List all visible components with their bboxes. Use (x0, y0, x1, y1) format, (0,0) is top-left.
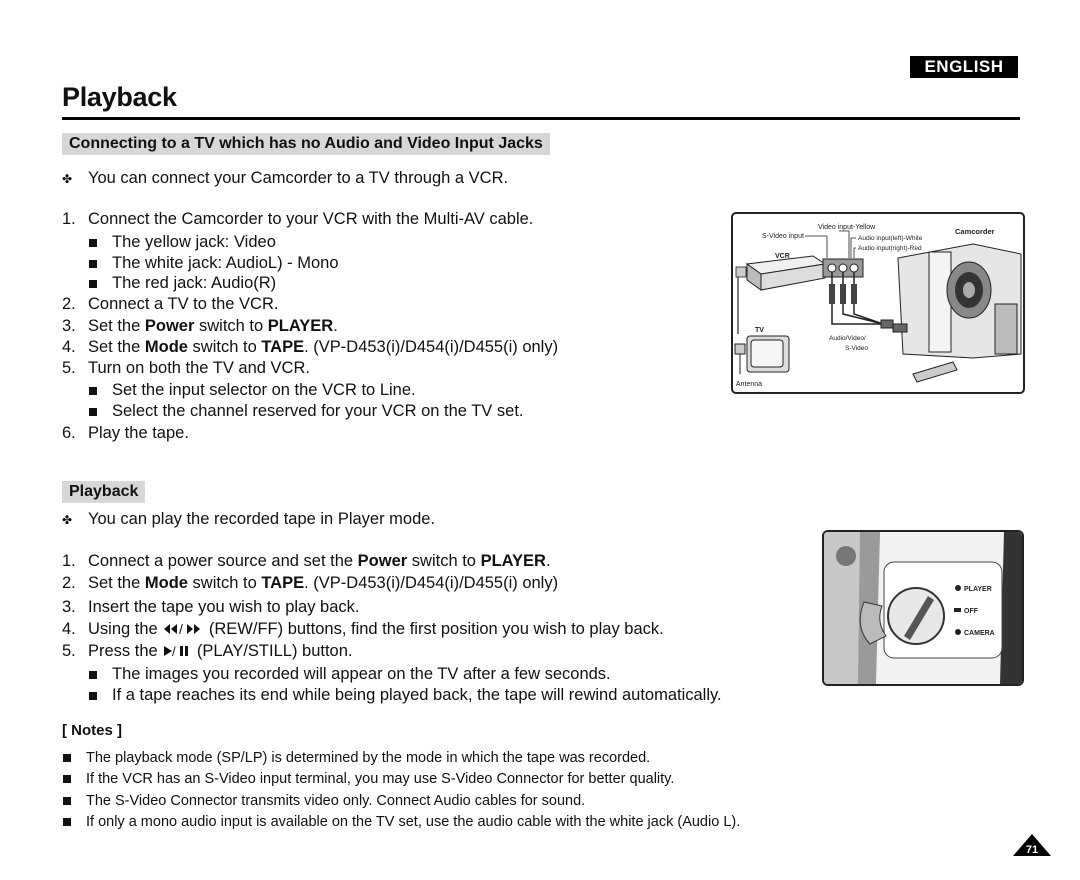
square-bullet-icon (88, 671, 102, 679)
vcr-device (736, 256, 825, 290)
language-badge: ENGLISH (910, 56, 1018, 78)
cross-bullet-icon: ✤ (62, 513, 73, 527)
s-video-label: S-Video (845, 345, 869, 352)
title-rule (62, 117, 1020, 120)
audio-left-label: Audio input(left)-White (858, 235, 923, 242)
tv-label: TV (755, 327, 764, 334)
note-item: The playback mode (SP/LP) is determined by the mode in which the tape was recorded. (62, 749, 650, 767)
connection-diagram (731, 212, 1025, 394)
vcr-label: VCR (775, 253, 790, 260)
step-5: 5. Turn on both the TV and VCR. (62, 359, 310, 377)
audio-video-label: Audio/Video/ (829, 335, 866, 342)
square-bullet-icon (88, 239, 102, 247)
notes-heading: [ Notes ] (62, 722, 122, 739)
square-bullet-icon (88, 387, 102, 395)
video-input-label: Video input-Yellow (818, 224, 876, 231)
bullet-item: Set the input selector on the VCR to Line. (88, 380, 416, 400)
bullet-item: The images you recorded will appear on the TV after a few seconds. (88, 664, 611, 684)
step-1: 1. Connect a power source and set the Power switch to PLAYER. (62, 552, 551, 570)
bullet-item: The yellow jack: Video (88, 232, 276, 252)
step-2: 2. Set the Mode switch to TAPE. (VP-D453(i)/D454(i)/D455(i) only) (62, 574, 559, 592)
bullet-item: Select the channel reserved for your VCR on the TV set. (88, 401, 524, 421)
play-still-icon (162, 644, 192, 658)
cross-bullet-icon: ✤ (62, 172, 73, 186)
square-bullet-icon (88, 260, 102, 268)
player-label: PLAYER (964, 586, 992, 593)
audio-right-label: Audio input(right)-Red (858, 245, 922, 252)
step-3: 3. Set the Power switch to PLAYER. (62, 317, 338, 335)
s-video-input-label: S-Video input (762, 233, 804, 240)
step-6: 6. Play the tape. (62, 424, 189, 442)
intro-line: ✤ You can play the recorded tape in Player mode. (62, 510, 436, 528)
tv-device (735, 336, 789, 374)
page-title: Playback (62, 82, 177, 112)
note-item: If the VCR has an S-Video input terminal, you may use S-Video Connector for better quality. (62, 770, 674, 788)
camcorder-label: Camcorder (955, 227, 995, 236)
square-bullet-icon (62, 818, 76, 826)
mode-switch-illustration (822, 530, 1024, 686)
square-bullet-icon (62, 754, 76, 762)
step-3: 3. Insert the tape you wish to play back. (62, 598, 360, 616)
bullet-item: The white jack: AudioL) - Mono (88, 253, 339, 273)
camcorder-device (893, 244, 1021, 382)
antenna-label: Antenna (736, 381, 763, 388)
intro-line: ✤ You can connect your Camcorder to a TV through a VCR. (62, 169, 509, 187)
rew-ff-icon (162, 622, 204, 636)
note-item: The S-Video Connector transmits video only. Connect Audio cables for sound. (62, 792, 585, 810)
off-label: OFF (964, 608, 978, 615)
square-bullet-icon (88, 408, 102, 416)
square-bullet-icon (88, 280, 102, 288)
bullet-item: The red jack: Audio(R) (88, 273, 276, 293)
step-5: 5. Press the / (PLAY/STILL) button. (62, 642, 353, 660)
step-1: 1. Connect the Camcorder to your VCR with the Multi-AV cable. (62, 210, 534, 228)
bullet-item: If a tape reaches its end while being played back, the tape will rewind automatically. (88, 685, 722, 705)
square-bullet-icon (88, 692, 102, 700)
page-number (1012, 833, 1052, 857)
svg-text:71: 71 (1025, 844, 1039, 856)
svg-text:/: / (172, 644, 176, 658)
camera-label: CAMERA (964, 630, 995, 637)
note-item: If only a mono audio input is available on the TV set, use the audio cable with the white jack (Audio L). (62, 813, 740, 831)
step-4: 4. Set the Mode switch to TAPE. (VP-D453(i)/D454(i)/D455(i) only) (62, 338, 559, 356)
step-2: 2. Connect a TV to the VCR. (62, 295, 279, 313)
section-heading-playback: Playback (62, 481, 145, 503)
section-heading-tv-connection: Connecting to a TV which has no Audio and Video Input Jacks (62, 133, 550, 155)
step-4: 4. Using the / (REW/FF) buttons, find the first position you wish to play back. (62, 620, 664, 638)
square-bullet-icon (62, 797, 76, 805)
svg-text:/: / (179, 622, 184, 636)
square-bullet-icon (62, 775, 76, 783)
